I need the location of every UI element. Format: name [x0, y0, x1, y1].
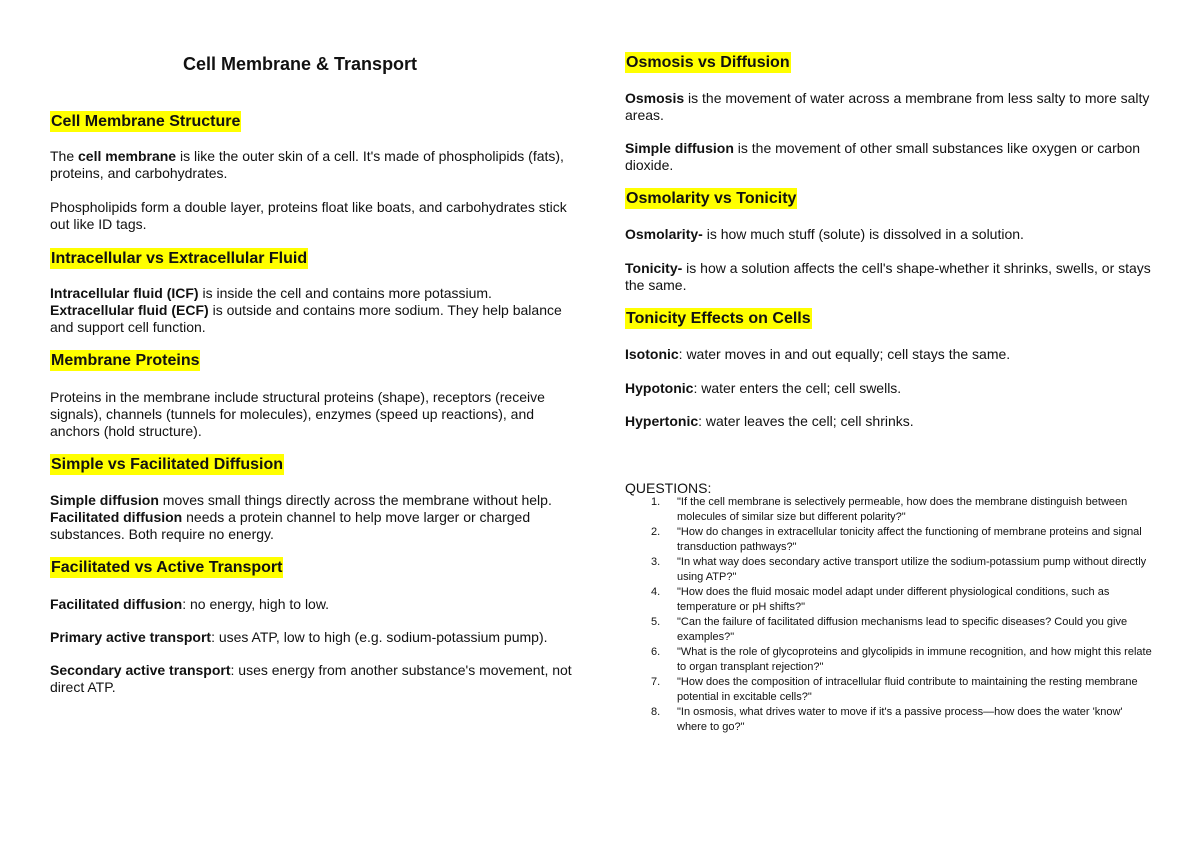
- list-item: 5. "Can the failure of facilitated diffusion mechanisms lead to specific diseases? Could you give examples?": [651, 616, 1128, 643]
- questions-list: [625, 495, 1155, 735]
- list-item: 1. "If the cell membrane is selectively permeable, how does the membrane distinguish between molecules of similar size but different polarity?": [651, 496, 1128, 523]
- list-item: 4. "How does the fluid mosaic model adapt under different physiological conditions, such as temperature or pH shifts?": [651, 586, 1110, 613]
- heading-intracellular-extracellular: Intracellular vs Extracellular Fluid: [51, 250, 308, 267]
- heading-tonicity-effects: Tonicity Effects on Cells: [626, 310, 811, 327]
- heading-facilitated-active-transport: Facilitated vs Active Transport: [51, 559, 283, 576]
- paragraph-hypotonic: Hypotonic: water enters the cell; cell swells.: [625, 380, 902, 396]
- paragraph-simple-diffusion: Simple diffusion is the movement of other small substances like oxygen or carbon dioxide.: [625, 140, 1141, 173]
- paragraph-primary-active: Primary active transport: uses ATP, low to high (e.g. sodium-potassium pump).: [50, 629, 548, 645]
- list-item: 7. "How does the composition of intracellular fluid contribute to maintaining the resting membrane potential in excitable cells?": [651, 676, 1138, 703]
- heading-membrane-proteins: Membrane Proteins: [51, 352, 200, 369]
- list-item: 6. "What is the role of glycoproteins and glycolipids in immune recognition, and how might this relate to organ transplant rejection?": [651, 646, 1152, 673]
- paragraph-diffusion: Simple diffusion moves small things directly across the membrane without help. Facilitated diffusion needs a protein channel to help move larger or charged substances. Both require no energy.: [50, 492, 552, 542]
- paragraph-facilitated: Facilitated diffusion: no energy, high to low.: [50, 596, 330, 612]
- paragraph-cell-membrane: The cell membrane is like the outer skin of a cell. It's made of phospholipids (fats), proteins, and carbohydrates.: [50, 148, 564, 181]
- paragraph-isotonic: Isotonic: water moves in and out equally; cell stays the same.: [625, 346, 1011, 362]
- list-item: 8. "In osmosis, what drives water to move if it's a passive process—how does the water 'know' where to go?": [651, 706, 1123, 733]
- heading-cell-membrane-structure: Cell Membrane Structure: [51, 113, 241, 130]
- paragraph-secondary-active: Secondary active transport: uses energy from another substance's movement, not direct ATP.: [50, 662, 572, 695]
- paragraph-hypertonic: Hypertonic: water leaves the cell; cell shrinks.: [625, 413, 914, 429]
- paragraph-fluids: Intracellular fluid (ICF) is inside the cell and contains more potassium. Extracellular fluid (ECF) is outside and contains more sodium. They help balance and support cell function.: [50, 285, 562, 335]
- heading-osmosis-diffusion: Osmosis vs Diffusion: [626, 54, 790, 71]
- paragraph-phospholipids: Phospholipids form a double layer, proteins float like boats, and carbohydrates stick out like ID tags.: [50, 199, 567, 232]
- heading-simple-facilitated-diffusion: Simple vs Facilitated Diffusion: [51, 456, 284, 473]
- list-item: 2. "How do changes in extracellular tonicity affect the functioning of membrane proteins and signal transduction pathways?": [651, 526, 1142, 553]
- page-title: Cell Membrane & Transport: [183, 54, 418, 74]
- paragraph-osmolarity: Osmolarity- is how much stuff (solute) is dissolved in a solution.: [625, 226, 1024, 242]
- paragraph-tonicity: Tonicity- is how a solution affects the cell's shape-whether it shrinks, swells, or stays the same.: [625, 260, 1151, 293]
- heading-osmolarity-tonicity: Osmolarity vs Tonicity: [626, 190, 797, 207]
- list-item: 3. "In what way does secondary active transport utilize the sodium-potassium pump without directly using ATP?": [651, 556, 1147, 583]
- questions-title: QUESTIONS:: [625, 480, 712, 496]
- paragraph-osmosis: Osmosis is the movement of water across a membrane from less salty to more salty areas.: [625, 90, 1150, 123]
- paragraph-membrane-proteins: Proteins in the membrane include structural proteins (shape), receptors (receive signals), channels (tunnels for molecules), enzymes (speed up reactions), and anchors (hold structure).: [50, 389, 545, 439]
